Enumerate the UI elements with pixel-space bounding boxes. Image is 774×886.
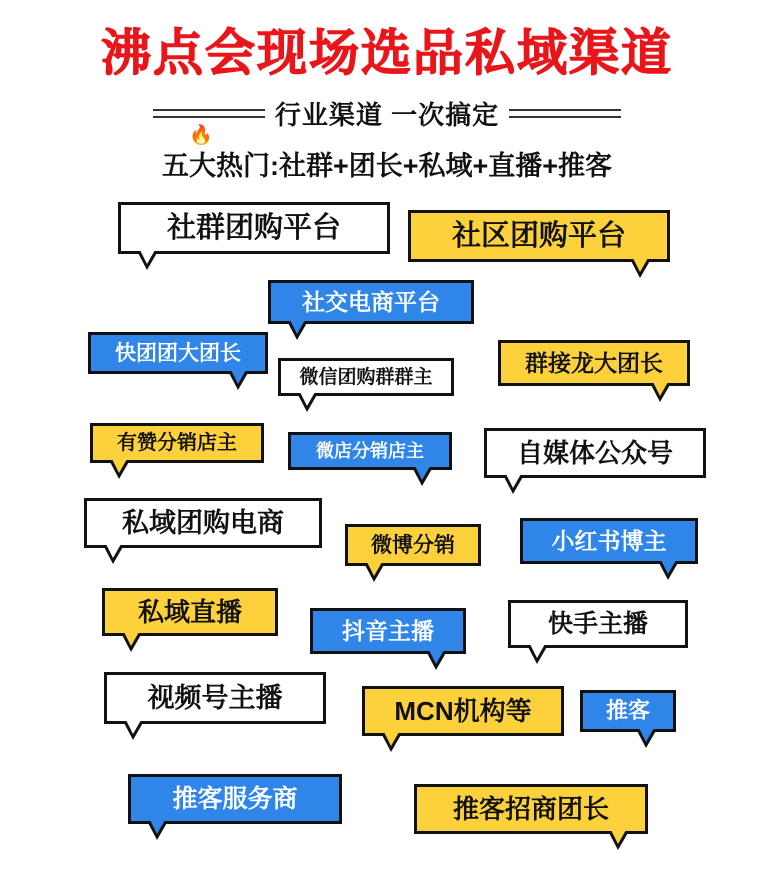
channel-bubble-label: 微信团购群群主: [299, 366, 433, 388]
bubble-tail-fill: [112, 459, 127, 473]
bubble-tail-fill: [290, 320, 305, 334]
channel-bubble-label: 私域团购电商: [122, 507, 284, 538]
channel-bubble-label: 私域直播: [137, 597, 242, 627]
channel-bubble-label: 社群团购平台: [166, 211, 341, 244]
page-title: 沸点会现场选品私域渠道: [101, 24, 673, 82]
bubble-tail-fill: [661, 560, 676, 574]
subtitle-row: [0, 95, 774, 132]
channel-bubble-label: 快团团大团长: [115, 341, 241, 365]
bubble-tail-fill: [140, 250, 155, 264]
channel-bubble-label: 群接龙大团长: [525, 349, 663, 376]
bubble-tail-fill: [124, 632, 139, 646]
channel-bubble-label: 自媒体公众号: [516, 438, 673, 468]
channel-bubble[interactable]: [288, 432, 452, 470]
bubble-tail-fill: [530, 644, 545, 658]
tagline: 五大热门:社群+团长+私域+直播+推客: [161, 151, 613, 181]
channel-bubble[interactable]: [90, 423, 264, 463]
channel-bubble-label: 推客服务商: [172, 784, 298, 813]
channel-bubble-label: MCN机构等: [394, 696, 532, 726]
channel-bubble[interactable]: [414, 784, 648, 834]
channel-bubble-label: 推客: [605, 698, 650, 723]
channel-bubble[interactable]: [88, 332, 268, 374]
divider-left: [153, 109, 265, 118]
channel-bubble-label: 小红书博主: [551, 527, 667, 554]
poster-header: [0, 0, 774, 183]
channel-bubble-label: 推客招商团长: [452, 794, 609, 824]
channel-bubble-label: 社区团购平台: [451, 219, 626, 252]
bubble-tail-fill: [367, 562, 382, 576]
divider-right: [509, 109, 621, 118]
bubble-tail-fill: [106, 544, 121, 558]
bubble-tail-fill: [639, 728, 654, 742]
channel-bubble-label: 微店分销店主: [316, 441, 424, 461]
channel-bubble[interactable]: [520, 518, 698, 564]
channel-bubble[interactable]: [408, 210, 670, 262]
bubble-tail-fill: [506, 474, 521, 488]
channel-bubble[interactable]: [104, 672, 326, 724]
bubble-tail-fill: [384, 732, 399, 746]
bubble-tail-fill: [429, 650, 444, 664]
channel-bubble-label: 社交电商平台: [302, 288, 440, 315]
bubble-tail-fill: [150, 820, 165, 834]
channel-bubble-label: 有赞分销店主: [117, 432, 237, 454]
channel-bubble[interactable]: [345, 524, 481, 566]
bubble-tail-fill: [415, 466, 430, 480]
channel-bubble[interactable]: [580, 690, 676, 732]
bubble-tail-fill: [126, 720, 141, 734]
channel-bubble-label: 微博分销: [371, 533, 455, 557]
subtitle: 行业渠道 一次搞定: [274, 100, 500, 130]
channel-bubble-label: 抖音主播: [342, 617, 434, 644]
channel-bubble-label: 快手主播: [547, 609, 648, 638]
fire-icon: 🔥: [189, 125, 213, 146]
channel-bubble[interactable]: [508, 600, 688, 648]
bubble-tail-fill: [300, 392, 315, 406]
channel-bubble-label: 视频号主播: [147, 682, 283, 713]
bubble-tail-fill: [231, 370, 246, 384]
channel-bubble[interactable]: [268, 280, 474, 324]
channel-bubble[interactable]: [310, 608, 466, 654]
channel-bubble[interactable]: [484, 428, 706, 478]
channel-bubble[interactable]: [128, 774, 342, 824]
bubble-tail-fill: [633, 258, 648, 272]
channel-bubble[interactable]: [498, 340, 690, 386]
channel-bubble[interactable]: [362, 686, 564, 736]
channel-bubble[interactable]: [278, 358, 454, 396]
channel-bubble[interactable]: [118, 202, 390, 254]
bubble-tail-fill: [611, 830, 626, 844]
bubble-tail-fill: [653, 382, 668, 396]
channel-bubble[interactable]: [84, 498, 322, 548]
channel-bubble[interactable]: [102, 588, 278, 636]
